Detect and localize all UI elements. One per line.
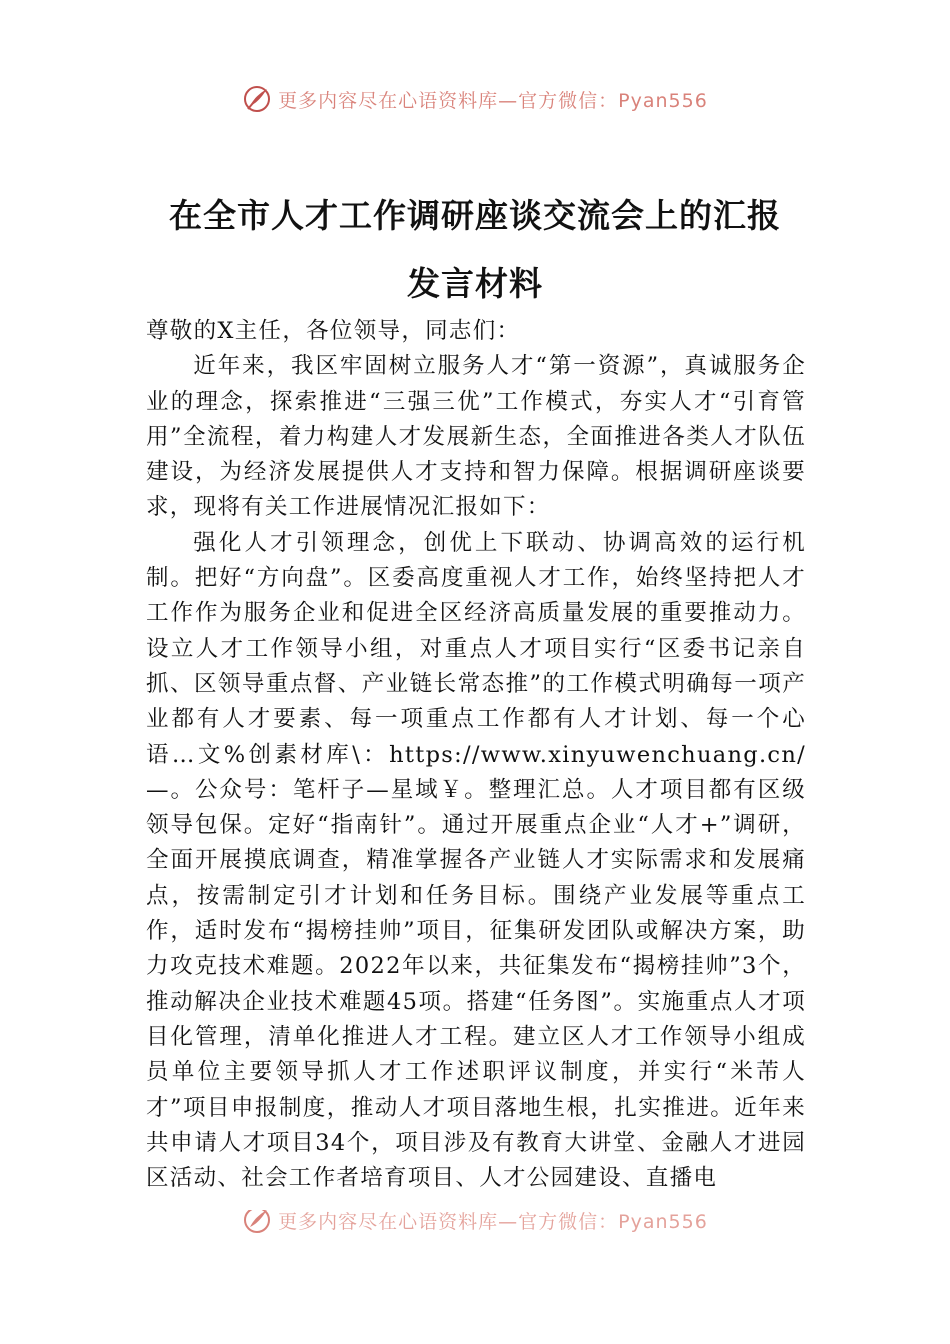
document-title-line-1: 在全市人才工作调研座谈交流会上的汇报 xyxy=(169,196,781,235)
watermark-text: 更多内容尽在心语资料库—官方微信：Pyan556 xyxy=(278,89,708,112)
document-title-line-2: 发言材料 xyxy=(407,264,543,303)
header-watermark xyxy=(0,84,950,114)
footer-watermark xyxy=(0,1210,950,1238)
watermark-text: 更多内容尽在心语资料库—官方微信：Pyan556 xyxy=(278,1210,708,1233)
paragraph-mechanism: 强化人才引领理念，创优上下联动、协调高效的运行机制。把好“方向盘”。区委高度重视人才工作，始终坚持把人才工作作为服务企业和促进全区经济高质量发展的重要推动力。设立人才工作领导小组，对重点人才项目实行“区委书记亲自抓、区领导重点督、产业链长常态推”的工作模式明确每一项产业都有人才要素、每一项重点工作都有人才计划、每一个心语…文%创素材库\：https://www.xinyuwenchuang.cn/—。公众号：笔杆子—星域￥。整理汇总。人才项目都有区级领导包保。定好“指南针”。通过开展重点企业“人才+”调研，全面开展摸底调查，精准掌握各产业链人才实际需求和发展痛点，按需制定引才计划和任务目标。围绕产业发展等重点工作，适时发布“揭榜挂帅”项目，征集研发团队或解决方案，助力攻克技术难题。2022年以来，共征集发布“揭榜挂帅”3个，推动解决企业技术难题45项。搭建“任务图”。实施重点人才项目化管理，清单化推进人才工程。建立区人才工作领导小组成员单位主要领导抓人才工作述职评议制度，并实行“米芾人才”项目申报制度，推动人才项目落地生根，扎实推进。近年来共申请人才项目34个，项目涉及有教育大讲堂、金融人才进园区活动、社会工作者培育项目、人才公园建设、直播电 xyxy=(146,529,806,1192)
document-body xyxy=(146,314,806,1196)
paragraph-intro: 近年来，我区牢固树立服务人才“第一资源”，真诚服务企业的理念，探索推进“三强三优”工作模式，夯实人才“引育管用”全流程，着力构建人才发展新生态，全面推进各类人才队伍建设，为经济发展提供人才支持和智力保障。根据调研座谈要求，现将有关工作进展情况汇报如下： xyxy=(146,353,806,521)
quill-logo-icon xyxy=(242,84,272,114)
salutation: 尊敬的X主任，各位领导，同志们： xyxy=(146,318,521,344)
quill-logo-icon xyxy=(242,1210,272,1235)
